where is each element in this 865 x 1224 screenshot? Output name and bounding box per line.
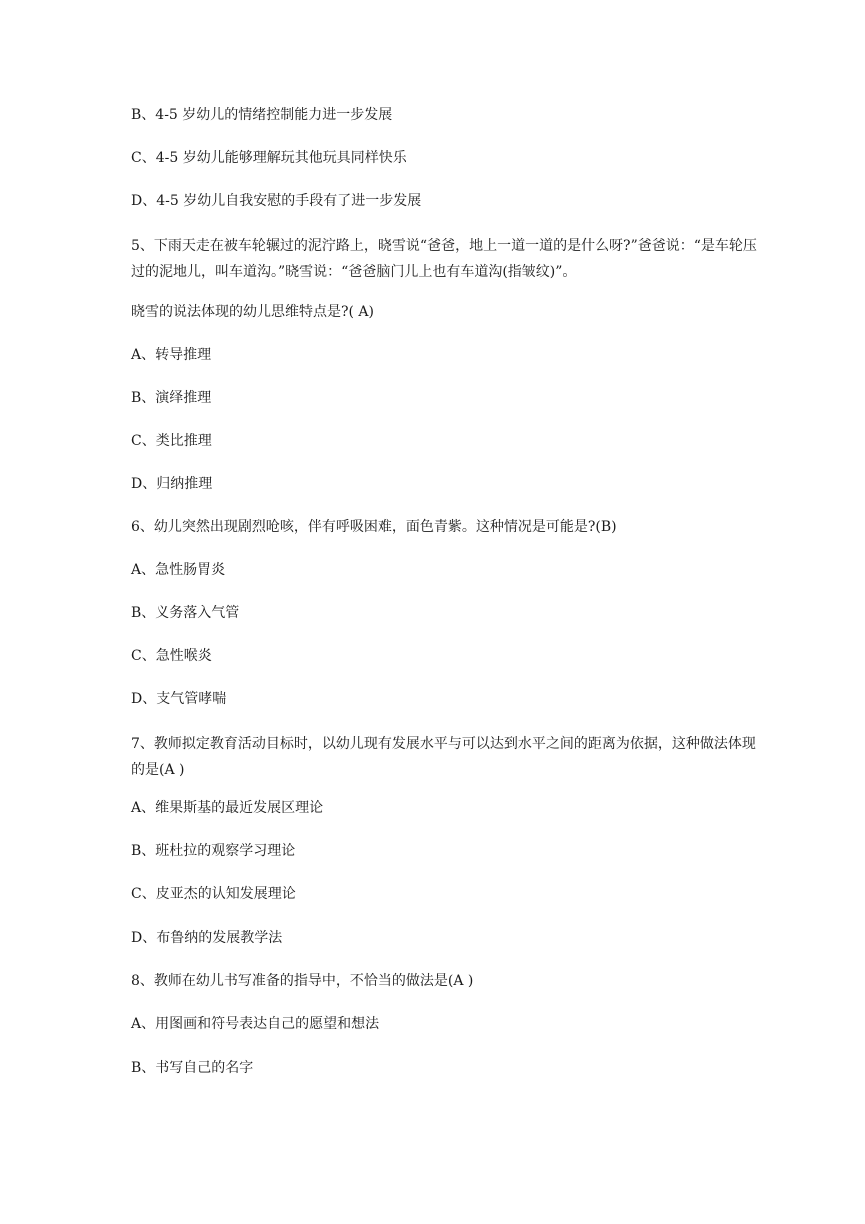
option-d-self-comfort: D、4-5 岁幼儿自我安慰的手段有了进一步发展 [131, 193, 422, 209]
question-7-option-d: D、布鲁纳的发展教学法 [131, 930, 283, 946]
question-7-option-b: B、班杜拉的观察学习理论 [131, 843, 296, 859]
question-7-option-c: C、皮亚杰的认知发展理论 [131, 886, 296, 902]
question-8-option-a: A、用图画和符号表达自己的愿望和想法 [131, 1016, 380, 1032]
question-7-option-a: A、维果斯基的最近发展区理论 [131, 800, 324, 816]
question-6-option-d: D、支气管哮喘 [131, 691, 227, 707]
question-5-stem: 5、下雨天走在被车轮辗过的泥泞路上，晓雪说“爸爸，地上一道一道的是什么呀?”爸爸说：“是车轮压过的泥地儿，叫车道沟。”晓雪说：“爸爸脑门儿上也有车道沟(指皱纹)”。 [131, 238, 757, 280]
question-6-option-b: B、义务落入气管 [131, 605, 240, 621]
question-5-option-c: C、类比推理 [131, 433, 212, 449]
question-5-option-d: D、归纳推理 [131, 476, 213, 492]
question-6-stem: 6、幼儿突然出现剧烈呛咳，伴有呼吸困难，面色青紫。这种情况是可能是?(B) [131, 519, 617, 535]
question-5-option-b: B、演绎推理 [131, 390, 212, 406]
question-8-option-b: B、书写自己的名字 [131, 1060, 254, 1076]
question-6-option-c: C、急性喉炎 [131, 648, 212, 664]
question-5-option-a: A、转导推理 [131, 347, 212, 363]
option-b-emotion-control: B、4-5 岁幼儿的情绪控制能力进一步发展 [131, 107, 393, 123]
question-6-option-a: A、急性肠胃炎 [131, 562, 226, 578]
question-5-prompt: 晓雪的说法体现的幼儿思维特点是?( A) [131, 304, 374, 320]
question-7-stem: 7、教师拟定教育活动目标时，以幼儿现有发展水平与可以达到水平之间的距离为依据，这种做法体现的是(A ) [131, 736, 756, 778]
question-8-stem: 8、教师在幼儿书写准备的指导中，不恰当的做法是(A ) [131, 973, 474, 989]
option-c-understand-other-toys: C、4-5 岁幼儿能够理解玩其他玩具同样快乐 [131, 150, 407, 166]
